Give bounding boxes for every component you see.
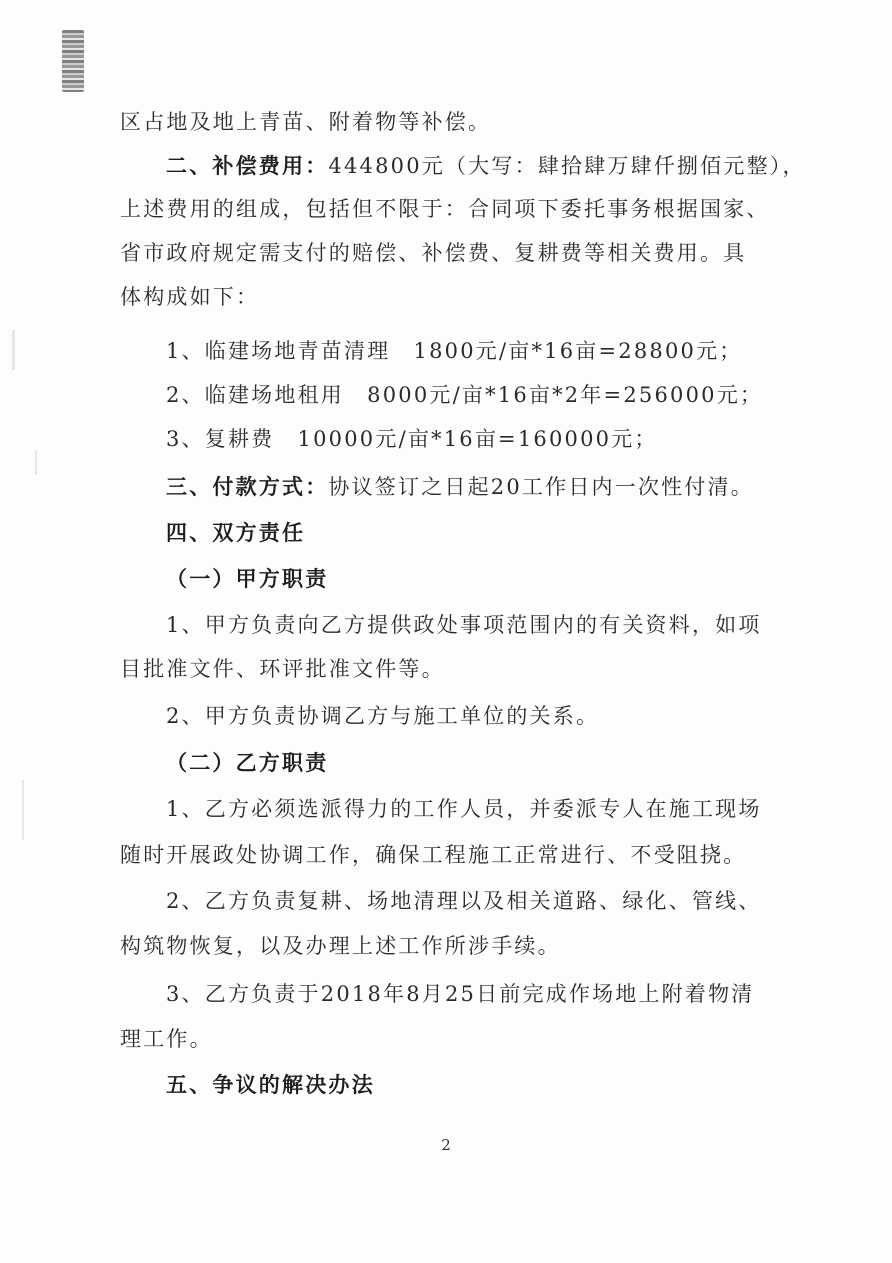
paragraph-line: 1、乙方必须选派得力的工作人员，并委派专人在施工现场 <box>166 797 762 821</box>
section-heading: 二、补偿费用： <box>166 154 329 178</box>
section-responsibilities <box>166 518 305 548</box>
section-dispute-resolution <box>166 1070 375 1100</box>
fee-item-3: 3、复耕费 10000元/亩*16亩=160000元； <box>166 427 658 451</box>
scan-artifact <box>35 450 37 475</box>
section-heading: 三、付款方式： <box>166 475 329 499</box>
page-number: 2 <box>441 1136 451 1154</box>
paragraph-line: 理工作。 <box>120 1027 213 1051</box>
paragraph-line: 2、甲方负责协调乙方与施工单位的关系。 <box>166 704 600 728</box>
scan-artifact <box>12 330 15 370</box>
section-heading: 五、争议的解决办法 <box>166 1073 375 1097</box>
binding-seal-mark <box>62 30 84 92</box>
subsection-party-b <box>166 748 328 778</box>
fee-item-2: 2、临建场地租用 8000元/亩*16亩*2年=256000元； <box>166 383 764 407</box>
paragraph-line: 1、甲方负责向乙方提供政处事项范围内的有关资料，如项 <box>166 613 762 637</box>
paragraph-line: 省市政府规定需支付的赔偿、补偿费、复耕费等相关费用。具 <box>120 241 747 265</box>
section-compensation-fee: 二、补偿费用：444800元（大写：肆拾肆万肆仟捌佰元整）， <box>166 154 806 178</box>
subsection-heading: （一）甲方职责 <box>166 567 329 591</box>
scan-artifact <box>22 780 24 840</box>
paragraph-line: 构筑物恢复，以及办理上述工作所涉手续。 <box>120 934 561 958</box>
subsection-heading: （二）乙方职责 <box>166 751 329 775</box>
subsection-party-a <box>166 564 328 594</box>
paragraph-line: 体构成如下： <box>120 285 260 309</box>
fee-item-1: 1、临建场地青苗清理 1800元/亩*16亩=28800元； <box>166 339 743 363</box>
paragraph-line: 3、乙方负责于2018年8月25日前完成作场地上附着物清 <box>166 982 755 1006</box>
paragraph-line: 区占地及地上青苗、附着物等补偿。 <box>120 110 492 134</box>
paragraph-line: 2、乙方负责复耕、场地清理以及相关道路、绿化、管线、 <box>166 889 762 913</box>
paragraph-line: 目批准文件、环评批准文件等。 <box>120 657 445 681</box>
section-payment-method: 三、付款方式：协议签订之日起20工作日内一次性付清。 <box>166 475 754 499</box>
paragraph-line: 上述费用的组成，包括但不限于：合同项下委托事务根据国家、 <box>120 197 770 221</box>
section-heading: 四、双方责任 <box>166 521 306 545</box>
paragraph-line: 随时开展政处协调工作，确保工程施工正常进行、不受阻挠。 <box>120 843 747 867</box>
